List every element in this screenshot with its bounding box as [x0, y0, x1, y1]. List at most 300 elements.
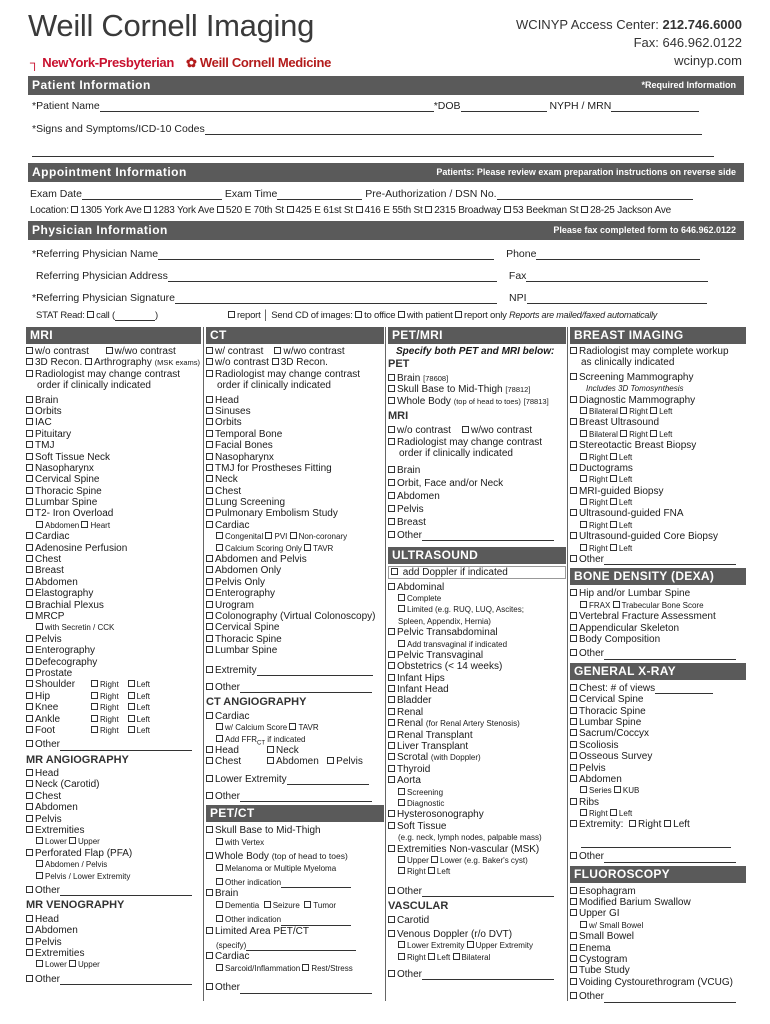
location-checkbox[interactable] [71, 206, 78, 213]
checkbox[interactable] [265, 532, 272, 539]
checkbox[interactable] [26, 926, 33, 933]
checkbox[interactable] [206, 464, 213, 471]
fluoro-other [570, 991, 746, 1002]
checkbox[interactable] [206, 612, 213, 619]
checkbox[interactable] [26, 487, 33, 494]
checkbox[interactable] [570, 729, 577, 736]
checkbox[interactable] [26, 370, 33, 377]
checkbox[interactable] [431, 856, 438, 863]
checkbox[interactable] [570, 624, 577, 631]
checkbox[interactable] [570, 741, 577, 748]
item-label: Perforated Flap (PFA) [35, 847, 133, 859]
checkbox[interactable] [570, 752, 577, 759]
checkbox[interactable] [267, 746, 274, 753]
checkbox[interactable] [26, 915, 33, 922]
checkbox[interactable] [206, 589, 213, 596]
checkbox[interactable] [664, 820, 671, 827]
checkbox[interactable] [36, 837, 43, 844]
checkbox[interactable] [650, 407, 657, 414]
checkbox[interactable] [580, 407, 587, 414]
checkbox[interactable] [580, 521, 587, 528]
checkbox[interactable] [570, 932, 577, 939]
checkbox[interactable] [206, 666, 213, 673]
checkbox[interactable] [216, 964, 223, 971]
checkbox[interactable] [26, 509, 33, 516]
checkbox[interactable] [26, 826, 33, 833]
checkbox[interactable] [428, 953, 435, 960]
checkbox[interactable] [388, 930, 395, 937]
checkbox[interactable] [26, 589, 33, 596]
location-checkbox[interactable] [144, 206, 151, 213]
checkbox[interactable] [206, 792, 213, 799]
checkbox[interactable] [106, 347, 113, 354]
checkbox[interactable] [206, 826, 213, 833]
checkbox[interactable] [580, 786, 587, 793]
location-checkbox[interactable] [287, 206, 294, 213]
checkbox[interactable] [26, 740, 33, 747]
checkbox[interactable] [26, 601, 33, 608]
checkbox[interactable] [388, 887, 395, 894]
checkbox[interactable] [570, 695, 577, 702]
checkbox[interactable] [216, 544, 223, 551]
checkbox[interactable] [267, 757, 274, 764]
checkbox[interactable] [570, 909, 577, 916]
other-field[interactable] [240, 792, 372, 802]
checkbox[interactable] [69, 837, 76, 844]
checkbox[interactable] [26, 769, 33, 776]
checkbox[interactable] [398, 953, 405, 960]
checkbox[interactable] [388, 583, 395, 590]
other-field[interactable] [422, 970, 554, 980]
location-checkbox[interactable] [504, 206, 511, 213]
checkbox[interactable] [26, 396, 33, 403]
other-field[interactable] [604, 555, 736, 565]
checkbox[interactable] [26, 703, 33, 710]
checkbox[interactable] [206, 396, 213, 403]
checkbox[interactable] [216, 901, 223, 908]
checkbox[interactable] [264, 901, 271, 908]
checkbox[interactable] [206, 927, 213, 934]
checkbox[interactable] [388, 651, 395, 658]
checkbox[interactable] [570, 649, 577, 656]
checkbox[interactable] [26, 726, 33, 733]
checkbox[interactable] [580, 544, 587, 551]
checkbox[interactable] [467, 941, 474, 948]
checkbox[interactable] [610, 453, 617, 460]
checkbox[interactable] [36, 623, 43, 630]
checkbox[interactable] [570, 396, 577, 403]
checkbox[interactable] [388, 466, 395, 473]
checkbox[interactable] [388, 518, 395, 525]
checkbox[interactable] [26, 949, 33, 956]
ref-name-field[interactable] [158, 249, 494, 260]
checkbox[interactable] [570, 718, 577, 725]
checkbox[interactable] [570, 509, 577, 516]
checkbox[interactable] [570, 764, 577, 771]
checkbox[interactable] [388, 696, 395, 703]
checkbox[interactable] [570, 978, 577, 985]
checkbox[interactable] [570, 635, 577, 642]
checkbox[interactable] [26, 532, 33, 539]
other-field[interactable] [240, 683, 372, 693]
checkbox[interactable] [620, 407, 627, 414]
checkbox[interactable] [610, 544, 617, 551]
checkbox[interactable] [206, 712, 213, 719]
checkbox[interactable] [26, 453, 33, 460]
other-field[interactable] [604, 853, 736, 863]
checkbox[interactable] [26, 792, 33, 799]
checkbox[interactable] [570, 555, 577, 562]
checkbox[interactable] [388, 731, 395, 738]
checkbox[interactable] [26, 692, 33, 699]
checkbox[interactable] [216, 878, 223, 885]
checkbox[interactable] [36, 960, 43, 967]
other-field[interactable] [60, 741, 192, 751]
checkbox[interactable] [91, 715, 98, 722]
checkbox[interactable] [398, 941, 405, 948]
checkbox[interactable] [580, 921, 587, 928]
checkbox[interactable] [26, 475, 33, 482]
checkbox[interactable] [398, 867, 405, 874]
other-field[interactable] [604, 993, 736, 1003]
checkbox[interactable] [26, 938, 33, 945]
checkbox[interactable] [304, 901, 311, 908]
item-label: (for Renal Artery Stenosis) [425, 719, 520, 729]
checkbox[interactable] [398, 640, 405, 647]
checkbox[interactable] [388, 674, 395, 681]
checkbox[interactable] [570, 852, 577, 859]
checkbox[interactable] [206, 555, 213, 562]
checkbox[interactable] [570, 373, 577, 380]
checkbox[interactable] [580, 430, 587, 437]
checkbox[interactable] [216, 915, 223, 922]
checkbox[interactable] [206, 347, 213, 354]
checkbox[interactable] [26, 886, 33, 893]
checkbox[interactable] [26, 803, 33, 810]
checkbox[interactable] [398, 856, 405, 863]
checkbox[interactable] [206, 852, 213, 859]
checkbox[interactable] [388, 719, 395, 726]
mri-item [26, 395, 201, 406]
checkbox[interactable] [216, 735, 223, 742]
checkbox[interactable] [327, 757, 334, 764]
checkbox[interactable] [128, 726, 135, 733]
checkbox[interactable] [398, 605, 405, 612]
checkbox[interactable] [388, 385, 395, 392]
checkbox[interactable] [206, 407, 213, 414]
item-label: Colonography (Virtual Colonoscopy) [215, 610, 376, 622]
checkbox[interactable] [206, 952, 213, 959]
checkbox[interactable] [388, 845, 395, 852]
checkbox[interactable] [128, 692, 135, 699]
checkbox[interactable] [388, 776, 395, 783]
checkbox[interactable] [570, 966, 577, 973]
checkbox[interactable] [206, 487, 213, 494]
checkbox[interactable] [91, 692, 98, 699]
checkbox[interactable] [570, 775, 577, 782]
checkbox[interactable] [580, 498, 587, 505]
checkbox[interactable] [206, 746, 213, 753]
item-label: Hip [35, 690, 51, 702]
checkbox[interactable] [206, 635, 213, 642]
call-checkbox[interactable] [87, 311, 94, 318]
ultrasound-header: ULTRASOUND [388, 547, 566, 564]
checkbox[interactable] [206, 509, 213, 516]
checkbox[interactable] [388, 492, 395, 499]
checkbox[interactable] [388, 374, 395, 381]
checkbox[interactable] [580, 809, 587, 816]
checkbox[interactable] [620, 430, 627, 437]
to-office-checkbox[interactable] [355, 311, 362, 318]
checkbox[interactable] [26, 544, 33, 551]
checkbox[interactable] [206, 418, 213, 425]
checkbox[interactable] [26, 555, 33, 562]
checkbox[interactable] [614, 786, 621, 793]
checkbox[interactable] [388, 685, 395, 692]
patient-name-field[interactable] [100, 101, 434, 112]
checkbox[interactable] [26, 441, 33, 448]
checkbox[interactable] [206, 453, 213, 460]
checkbox[interactable] [398, 594, 405, 601]
checkbox[interactable] [26, 347, 33, 354]
checkbox[interactable] [26, 407, 33, 414]
fax-field[interactable] [526, 271, 708, 282]
checkbox[interactable] [388, 708, 395, 715]
checkbox[interactable] [570, 887, 577, 894]
checkbox[interactable] [391, 568, 398, 575]
checkbox[interactable] [36, 872, 43, 879]
checkbox[interactable] [580, 453, 587, 460]
checkbox[interactable] [610, 521, 617, 528]
views-field[interactable] [655, 684, 713, 694]
checkbox[interactable] [570, 532, 577, 539]
other-field[interactable] [422, 531, 554, 541]
symptoms-line-2[interactable] [32, 156, 714, 157]
with-patient-checkbox[interactable] [398, 311, 405, 318]
dob-field[interactable] [461, 101, 547, 112]
checkbox[interactable] [206, 578, 213, 585]
checkbox[interactable] [388, 505, 395, 512]
checkbox[interactable] [613, 601, 620, 608]
checkbox[interactable] [388, 479, 395, 486]
checkbox[interactable] [26, 612, 33, 619]
checkbox[interactable] [629, 820, 636, 827]
checkbox[interactable] [570, 798, 577, 805]
checkbox[interactable] [206, 757, 213, 764]
checkbox[interactable] [206, 498, 213, 505]
checkbox[interactable] [388, 397, 395, 404]
petmri-note [388, 437, 566, 448]
checkbox[interactable] [206, 601, 213, 608]
other-field[interactable] [60, 975, 192, 985]
call-field[interactable] [115, 311, 155, 321]
checkbox[interactable] [570, 684, 577, 691]
checkbox[interactable] [206, 475, 213, 482]
checkbox[interactable] [388, 810, 395, 817]
checkbox[interactable] [570, 992, 577, 999]
checkbox[interactable] [206, 889, 213, 896]
checkbox[interactable] [388, 742, 395, 749]
checkbox[interactable] [206, 683, 213, 690]
checkbox[interactable] [206, 623, 213, 630]
mrv-item [26, 914, 201, 925]
checkbox[interactable] [36, 521, 43, 528]
checkbox[interactable] [206, 430, 213, 437]
checkbox[interactable] [610, 809, 617, 816]
other-field[interactable] [287, 775, 369, 785]
checkbox[interactable] [206, 566, 213, 573]
checkbox[interactable] [26, 849, 33, 856]
checkbox[interactable] [26, 635, 33, 642]
checkbox[interactable] [580, 475, 587, 482]
other-field[interactable] [422, 887, 554, 897]
checkbox[interactable] [26, 566, 33, 573]
checkbox[interactable] [206, 983, 213, 990]
checkbox[interactable] [26, 358, 33, 365]
checkbox[interactable] [570, 707, 577, 714]
checkbox[interactable] [274, 347, 281, 354]
checkbox[interactable] [428, 867, 435, 874]
checkbox[interactable] [570, 612, 577, 619]
checkbox[interactable] [26, 715, 33, 722]
exam-time-field[interactable] [277, 189, 362, 200]
location-checkbox[interactable] [217, 206, 224, 213]
checkbox[interactable] [570, 487, 577, 494]
us-item [388, 661, 566, 672]
checkbox[interactable] [206, 358, 213, 365]
checkbox[interactable] [398, 788, 405, 795]
us-subitem [388, 798, 566, 809]
checkbox[interactable] [398, 799, 405, 806]
checkbox[interactable] [206, 521, 213, 528]
checkbox[interactable] [91, 703, 98, 710]
other-field[interactable] [281, 879, 351, 888]
checkbox[interactable] [570, 898, 577, 905]
checkbox[interactable] [570, 347, 577, 354]
checkbox[interactable] [388, 438, 395, 445]
checkbox[interactable] [388, 628, 395, 635]
address-field[interactable] [168, 271, 497, 282]
other-field[interactable] [604, 650, 736, 660]
other-field[interactable] [281, 917, 351, 926]
checkbox[interactable] [216, 723, 223, 730]
checkbox[interactable] [462, 426, 469, 433]
checkbox[interactable] [272, 358, 279, 365]
checkbox[interactable] [26, 498, 33, 505]
extremity-field[interactable] [581, 838, 731, 848]
checkbox[interactable] [26, 815, 33, 822]
checkbox[interactable] [570, 418, 577, 425]
checkbox[interactable] [216, 838, 223, 845]
signature-field[interactable] [175, 293, 497, 304]
checkbox[interactable] [388, 970, 395, 977]
item-label: 3D Recon. [35, 357, 83, 369]
other-field[interactable] [60, 886, 192, 896]
specify-field[interactable] [246, 942, 356, 951]
checkbox[interactable] [128, 703, 135, 710]
location-checkbox[interactable] [425, 206, 432, 213]
checkbox[interactable] [570, 589, 577, 596]
checkbox[interactable] [26, 646, 33, 653]
checkbox[interactable] [304, 544, 311, 551]
checkbox[interactable] [570, 441, 577, 448]
checkbox[interactable] [650, 430, 657, 437]
checkbox[interactable] [26, 464, 33, 471]
exam-date-field[interactable] [82, 189, 222, 200]
other-field[interactable] [257, 666, 373, 676]
fluoro-item [570, 886, 746, 897]
npi-field[interactable] [527, 293, 707, 304]
checkbox[interactable] [26, 658, 33, 665]
checkbox[interactable] [206, 370, 213, 377]
checkbox[interactable] [81, 521, 88, 528]
checkbox[interactable] [388, 916, 395, 923]
item-label: Cardiac [215, 519, 250, 531]
checkbox[interactable] [26, 430, 33, 437]
checkbox[interactable] [570, 820, 577, 827]
checkbox[interactable] [26, 680, 33, 687]
checkbox[interactable] [388, 765, 395, 772]
breast-item [570, 395, 746, 406]
item-label: Pelvic Transabdominal [397, 627, 498, 639]
checkbox[interactable] [580, 601, 587, 608]
item-label: FRAX [589, 600, 611, 610]
us-subitem [388, 593, 566, 604]
checkbox[interactable] [388, 426, 395, 433]
checkbox[interactable] [128, 680, 135, 687]
checkbox[interactable] [388, 531, 395, 538]
report-checkbox[interactable] [228, 311, 235, 318]
checkbox[interactable] [26, 780, 33, 787]
checkbox[interactable] [85, 358, 92, 365]
checkbox[interactable] [302, 964, 309, 971]
checkbox[interactable] [388, 662, 395, 669]
symptoms-field[interactable] [205, 124, 702, 135]
checkbox[interactable] [290, 532, 297, 539]
checkbox[interactable] [216, 532, 223, 539]
checkbox[interactable] [216, 864, 223, 871]
mrn-field[interactable] [611, 101, 699, 112]
checkbox[interactable] [570, 955, 577, 962]
checkbox[interactable] [26, 975, 33, 982]
checkbox[interactable] [69, 960, 76, 967]
report-only-checkbox[interactable] [455, 311, 462, 318]
location-checkbox[interactable] [581, 206, 588, 213]
location-checkbox[interactable] [356, 206, 363, 213]
checkbox[interactable] [610, 475, 617, 482]
checkbox[interactable] [128, 715, 135, 722]
checkbox[interactable] [289, 723, 296, 730]
checkbox[interactable] [91, 726, 98, 733]
checkbox[interactable] [570, 944, 577, 951]
other-field[interactable] [240, 984, 372, 994]
checkbox[interactable] [36, 860, 43, 867]
checkbox[interactable] [91, 680, 98, 687]
checkbox[interactable] [388, 822, 395, 829]
checkbox[interactable] [206, 441, 213, 448]
checkbox[interactable] [388, 753, 395, 760]
preauth-field[interactable] [497, 189, 693, 200]
checkbox[interactable] [26, 669, 33, 676]
checkbox[interactable] [453, 953, 460, 960]
checkbox[interactable] [206, 646, 213, 653]
checkbox[interactable] [26, 418, 33, 425]
checkbox[interactable] [26, 578, 33, 585]
checkbox[interactable] [570, 464, 577, 471]
checkbox[interactable] [610, 498, 617, 505]
phone-field[interactable] [536, 249, 700, 260]
checkbox[interactable] [206, 775, 213, 782]
